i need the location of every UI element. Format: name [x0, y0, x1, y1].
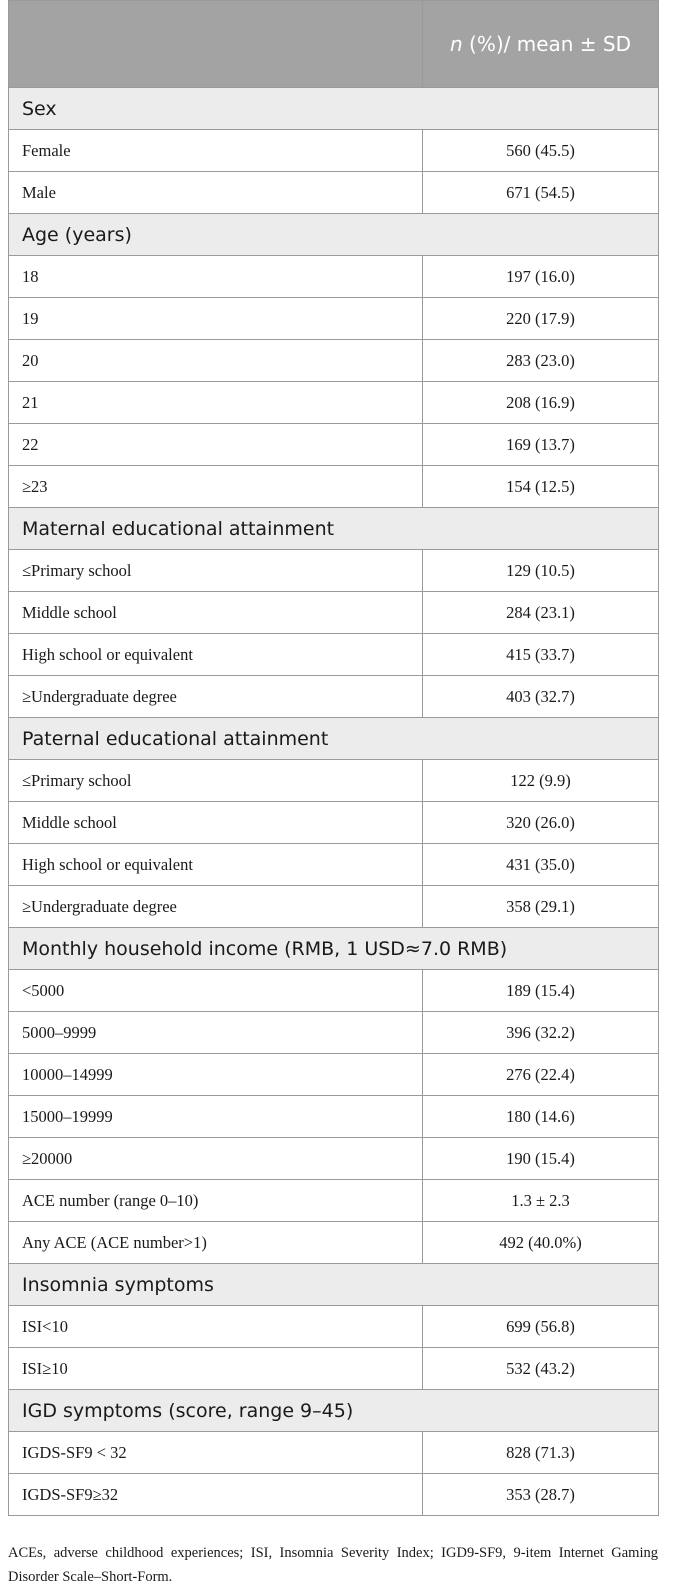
table-row	[9, 1306, 659, 1348]
row-value: 169 (13.7)	[423, 424, 659, 466]
table-row	[9, 298, 659, 340]
table-row	[9, 1474, 659, 1516]
section-header-row	[9, 718, 659, 760]
section-header-label: Age (years)	[9, 214, 659, 256]
section-header-label: Monthly household income (RMB, 1 USD≈7.0 RMB)	[9, 928, 659, 970]
row-value: 154 (12.5)	[423, 466, 659, 508]
row-value: 532 (43.2)	[423, 1348, 659, 1390]
row-value: 396 (32.2)	[423, 1012, 659, 1054]
table-row	[9, 970, 659, 1012]
table-row	[9, 424, 659, 466]
row-label: ≥23	[9, 466, 423, 508]
row-value: 208 (16.9)	[423, 382, 659, 424]
row-value: 353 (28.7)	[423, 1474, 659, 1516]
row-value: 560 (45.5)	[423, 130, 659, 172]
table-row	[9, 1180, 659, 1222]
row-value: 492 (40.0%)	[423, 1222, 659, 1264]
row-value: 276 (22.4)	[423, 1054, 659, 1096]
table-row	[9, 130, 659, 172]
section-header-row	[9, 88, 659, 130]
row-value: 415 (33.7)	[423, 634, 659, 676]
characteristics-table	[8, 0, 659, 1516]
section-header-label: IGD symptoms (score, range 9–45)	[9, 1390, 659, 1432]
table-row	[9, 760, 659, 802]
row-value: 283 (23.0)	[423, 340, 659, 382]
row-label: 19	[9, 298, 423, 340]
table-row	[9, 466, 659, 508]
row-label: ≥Undergraduate degree	[9, 676, 423, 718]
table-row	[9, 1012, 659, 1054]
section-header-label: Maternal educational attainment	[9, 508, 659, 550]
row-value: 699 (56.8)	[423, 1306, 659, 1348]
row-label: IGDS-SF9 < 32	[9, 1432, 423, 1474]
table-row	[9, 1054, 659, 1096]
row-label: 18	[9, 256, 423, 298]
table-row	[9, 886, 659, 928]
section-header-label: Insomnia symptoms	[9, 1264, 659, 1306]
row-value: 828 (71.3)	[423, 1432, 659, 1474]
table-row	[9, 592, 659, 634]
row-label: High school or equivalent	[9, 844, 423, 886]
row-label: Middle school	[9, 802, 423, 844]
row-label: <5000	[9, 970, 423, 1012]
table-row	[9, 550, 659, 592]
table-row	[9, 1138, 659, 1180]
section-header-label: Paternal educational attainment	[9, 718, 659, 760]
row-label: ISI<10	[9, 1306, 423, 1348]
table-row	[9, 1432, 659, 1474]
section-header-row	[9, 1390, 659, 1432]
row-label: 22	[9, 424, 423, 466]
row-value: 284 (23.1)	[423, 592, 659, 634]
row-value: 671 (54.5)	[423, 172, 659, 214]
row-value: 403 (32.7)	[423, 676, 659, 718]
row-value: 180 (14.6)	[423, 1096, 659, 1138]
row-value: 320 (26.0)	[423, 802, 659, 844]
table-row	[9, 1348, 659, 1390]
table-row	[9, 256, 659, 298]
row-label: ISI≥10	[9, 1348, 423, 1390]
table-row	[9, 676, 659, 718]
row-label: 21	[9, 382, 423, 424]
table-row	[9, 1222, 659, 1264]
row-label: IGDS-SF9≥32	[9, 1474, 423, 1516]
row-label: Female	[9, 130, 423, 172]
row-label: ACE number (range 0–10)	[9, 1180, 423, 1222]
section-header-row	[9, 508, 659, 550]
row-value: 122 (9.9)	[423, 760, 659, 802]
row-value: 197 (16.0)	[423, 256, 659, 298]
row-label: 10000–14999	[9, 1054, 423, 1096]
row-label: ≥Undergraduate degree	[9, 886, 423, 928]
row-label: Middle school	[9, 592, 423, 634]
characteristics-table-container	[8, 0, 658, 1516]
row-label: ≤Primary school	[9, 760, 423, 802]
table-row	[9, 844, 659, 886]
section-header-label: Sex	[9, 88, 659, 130]
table-footnote: ACEs, adverse childhood experiences; ISI, Insomnia Severity Index; IGD9-SF9, 9-item Internet Gaming Disorder Scale–Short-Form.	[8, 1545, 658, 1585]
row-label: 15000–19999	[9, 1096, 423, 1138]
row-value: 189 (15.4)	[423, 970, 659, 1012]
table-row	[9, 1096, 659, 1138]
row-value: 190 (15.4)	[423, 1138, 659, 1180]
row-label: ≥20000	[9, 1138, 423, 1180]
row-label: 5000–9999	[9, 1012, 423, 1054]
table-row	[9, 634, 659, 676]
header-label-cell	[9, 1, 423, 88]
row-value: 129 (10.5)	[423, 550, 659, 592]
row-value: 431 (35.0)	[423, 844, 659, 886]
header-value-text: (%)/ mean ± SD	[462, 31, 632, 56]
table-row	[9, 340, 659, 382]
row-label: Male	[9, 172, 423, 214]
table-header-row	[9, 1, 659, 88]
row-value: 1.3 ± 2.3	[423, 1180, 659, 1222]
header-value-cell	[423, 1, 659, 88]
section-header-row	[9, 1264, 659, 1306]
row-label: ≤Primary school	[9, 550, 423, 592]
table-row	[9, 802, 659, 844]
section-header-row	[9, 928, 659, 970]
row-value: 220 (17.9)	[423, 298, 659, 340]
row-label: High school or equivalent	[9, 634, 423, 676]
section-header-row	[9, 214, 659, 256]
row-value: 358 (29.1)	[423, 886, 659, 928]
table-row	[9, 172, 659, 214]
table-row	[9, 382, 659, 424]
table-body	[9, 88, 659, 1516]
header-n-italic: n	[449, 31, 463, 56]
row-label: Any ACE (ACE number>1)	[9, 1222, 423, 1264]
row-label: 20	[9, 340, 423, 382]
